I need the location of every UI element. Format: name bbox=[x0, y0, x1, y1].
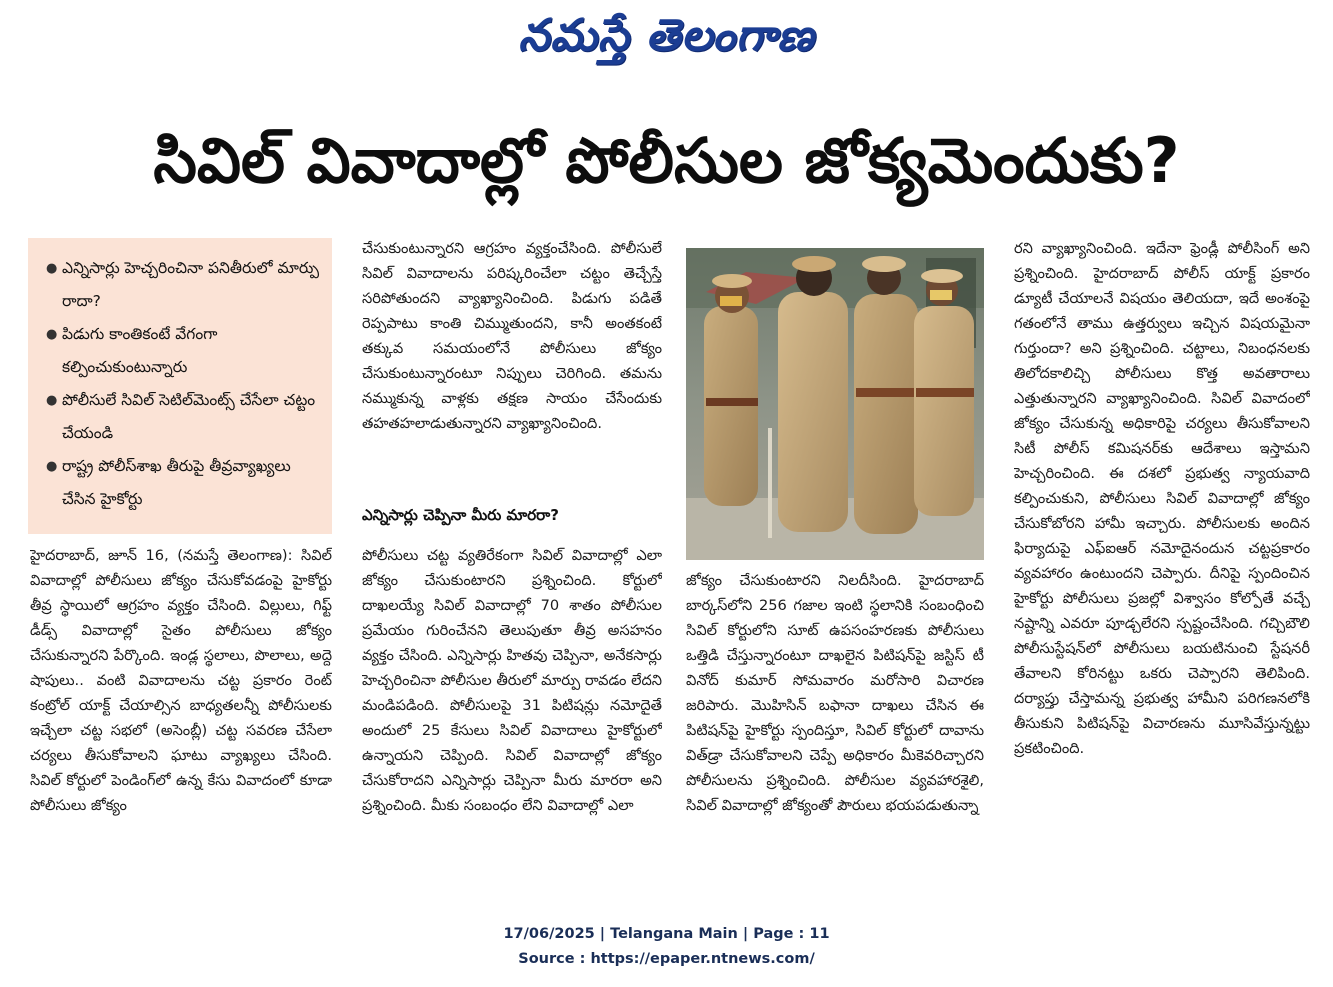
highlights-box bbox=[28, 238, 332, 534]
masthead-logo: నమస్తే తెలంగాణ bbox=[518, 10, 815, 61]
highlight-text: రాష్ట్ర పోలీస్‌శాఖ తీరుపై తీవ్రవ్యాఖ్యలు చేసిన హైకోర్టు bbox=[62, 457, 291, 508]
highlight-item bbox=[46, 450, 322, 516]
bullet-icon: ● bbox=[46, 393, 58, 408]
footer-date-page: 17/06/2025 | Telangana Main | Page : 11 bbox=[503, 926, 830, 942]
footer-source-link[interactable]: Source : https://epaper.ntnews.com/ bbox=[518, 951, 815, 967]
article-paragraph: హైదరాబాద్, జూన్ 16, (నమస్తే తెలంగాణ): సివిల్ వివాదాల్లో పోలీసులు జోక్యం చేసుకోవడంపై హైకోర్టు తీవ్ర స్థాయిలో ఆగ్రహం వ్యక్తం చేసింది. విల్లులు, గిఫ్ట్ డీడ్స్ వివాదాల్లో సైతం పోలీసులు జోక్యం చేసుకున్నారని పేర్కొంది. ఇండ్ల స్థలాలు, పొలాలు, అద్దె షాపులు.. వంటి వివాదాలను చట్ట ప్రకారం రెంట్ కంట్రోల్ యాక్ట్ చేయాల్సిన బాధ్యతలన్నీ పోలీసులకు ఇచ్చేలా చట్ట సభలో (అసెంబ్లీ) చట్ట సవరణ చేసేలా చర్యలు తీసుకోవాలని ఘాటు వ్యాఖ్యలు చేసింది. సివిల్ కోర్టులో పెండింగ్‌లో ఉన్న కేసు వివాదంలో కూడా పోలీసులు జోక్యం bbox=[30, 547, 332, 814]
article-column-1 bbox=[30, 543, 332, 903]
police-officers-photo bbox=[686, 248, 984, 560]
bullet-icon: ● bbox=[46, 459, 58, 474]
page-footer bbox=[0, 922, 1333, 972]
article-column-4 bbox=[1014, 236, 1310, 903]
highlight-item bbox=[46, 318, 322, 384]
article-column-2a bbox=[362, 236, 662, 482]
highlight-text: పోలీసులే సివిల్ సెటిల్‌మెంట్స్ చేసేలా చట్టం చేయండి bbox=[62, 391, 316, 442]
highlight-text: పిడుగు కాంతికంటే వేగంగా కల్పించుకుంటున్నారు bbox=[62, 325, 218, 376]
bullet-icon: ● bbox=[46, 327, 58, 342]
article-paragraph: రని వ్యాఖ్యానించింది. ఇదేనా ఫ్రెండ్లీ పోలీసింగ్ అని ప్రశ్నించింది. హైదరాబాద్ పోలీస్ యాక్ట్ ప్రకారం డ్యూటీ చేయాలనే విషయం తెలియదా, ఇదే అంశంపై గతంలోనే తాము ఉత్తర్వులు ఇచ్చిన విషయమైనా గుర్తుందా? అని ప్రశ్నించింది. చట్టాలు, నిబంధనలకు తిలోదకాలిచ్చి పోలీసులు కొత్త అవతారాలు ఎత్తుతున్నారని వ్యాఖ్యానించింది. సివిల్ వివాదంలో జోక్యం చేసుకున్న అధికారిపై చర్యలు తీసుకోవాలని సిటీ పోలీస్ కమిషనర్‌కు ఆదేశాలు ఇస్తామని హెచ్చరించింది. ఈ దశలో ప్రభుత్వ న్యాయవాది కల్పించుకుని, పోలీసులు సివిల్ వివాదాల్లో జోక్యం చేసుకోబోరని హామీ ఇచ్చారు. పోలీసులకు అందిన ఫిర్యాదుపై ఎఫ్ఐఆర్ నమోదైనందున చట్టప్రకారం వ్యవహారం ఉంటుందని చెప్పారు. దీనిపై స్పందించిన హైకోర్టు పోలీసులు ప్రజల్లో విశ్వాసం కోల్పోతే వచ్చే నష్టాన్ని ఎవరూ పూడ్చలేరని స్పష్టంచేసింది. గచ్చిబౌలి పోలీసుస్టేషన్‌లో పోలీసులు బయటినుంచి స్టేషనరీ తేవాలని కోరినట్టు ఒకరు చెప్పారని తెలిపింది. దర్యాప్తు చేస్తామన్న ప్రభుత్వ హామీని పరిగణనలోకి తీసుకుని పిటిషన్‌పై విచారణను మూసివేస్తున్నట్టు ప్రకటించింది. bbox=[1014, 240, 1310, 757]
article-column-2b bbox=[362, 543, 662, 903]
article-column-3 bbox=[686, 568, 984, 903]
article-paragraph: చేసుకుంటున్నారని ఆగ్రహం వ్యక్తంచేసింది. పోలీసులే సివిల్ వివాదాలను పరిష్కరించేలా చట్టం తెచ్చేస్తే సరిపోతుందని వ్యాఖ్యానించింది. పిడుగు పడితే రెప్పపాటు కాంతి చిమ్ముతుందని, కానీ అంతకంటే తక్కువ సమయంలోనే పోలీసులు జోక్యం చేసుకుంటున్నారంటూ నిప్పులు చెరిగింది. తమను నమ్ముకున్న వాళ్లకు తక్షణ సాయం చేసేందుకు తహతహలాడుతున్నారని వ్యాఖ్యానించింది. bbox=[362, 240, 662, 432]
headline: సివిల్ వివాదాల్లో పోలీసుల జోక్యమెందుకు? bbox=[153, 124, 1180, 197]
news-photo-police bbox=[686, 248, 984, 560]
bullet-icon: ● bbox=[46, 261, 58, 276]
highlight-item bbox=[46, 252, 322, 318]
article-paragraph: పోలీసులు చట్ట వ్యతిరేకంగా సివిల్ వివాదాల్లో ఎలా జోక్యం చేసుకుంటారని ప్రశ్నించింది. కోర్టులో దాఖలయ్యే సివిల్ వివాదాల్లో 70 శాతం పోలీసుల ప్రమేయం గురించేనని తెలుపుతూ తీవ్ర అసహనం వ్యక్తం చేసింది. ఎన్నిసార్లు హితవు చెప్పినా, అనేకసార్లు హెచ్చరించినా పోలీసుల తీరులో మార్పు రావడం లేదని మండిపడింది. పోలీసులపై 31 పిటిషన్లు నమోదైతే అందులో 25 కేసులు సివిల్ వివాదాలు హైకోర్టులో ఉన్నాయని చెప్పింది. సివిల్ వివాదాల్లో జోక్యం చేసుకోరాదని ఎన్నిసార్లు చెప్పినా మీరు మారరా అని ప్రశ్నించింది. మీకు సంబంధం లేని వివాదాల్లో ఎలా bbox=[362, 547, 662, 814]
highlight-text: ఎన్నిసార్లు హెచ్చరించినా పనితీరులో మార్పు రాదా? bbox=[62, 259, 320, 310]
highlight-item bbox=[46, 384, 322, 450]
article-subheading: ఎన్నిసార్లు చెప్పినా మీరు మారరా? bbox=[362, 506, 559, 524]
article-paragraph: జోక్యం చేసుకుంటారని నిలదీసింది. హైదరాబాద్ బార్కస్‌లోని 256 గజాల ఇంటి స్థలానికి సంబంధించి సివిల్ కోర్టులోని సూట్ ఉపసంహరణకు పోలీసులు ఒత్తిడి చేస్తున్నారంటూ దాఖలైన పిటిషన్‌పై జస్టిస్ టీ వినోద్ కుమార్ సోమవారం మరోసారి విచారణ జరిపారు. మొహిసిన్ బఫానా దాఖలు చేసిన ఈ పిటిషన్‌పై హైకోర్టు స్పందిస్తూ, సివిల్ కోర్టులో దావాను విత్‌డ్రా చేసుకోవాలని చెప్పే అధికారం మీకెవరిచ్చారని పోలీసులను ప్రశ్నించింది. పోలీసుల వ్యవహారశైలి, సివిల్ వివాదాల్లో జోక్యంతో పౌరులు భయపడుతున్నా bbox=[686, 572, 984, 814]
